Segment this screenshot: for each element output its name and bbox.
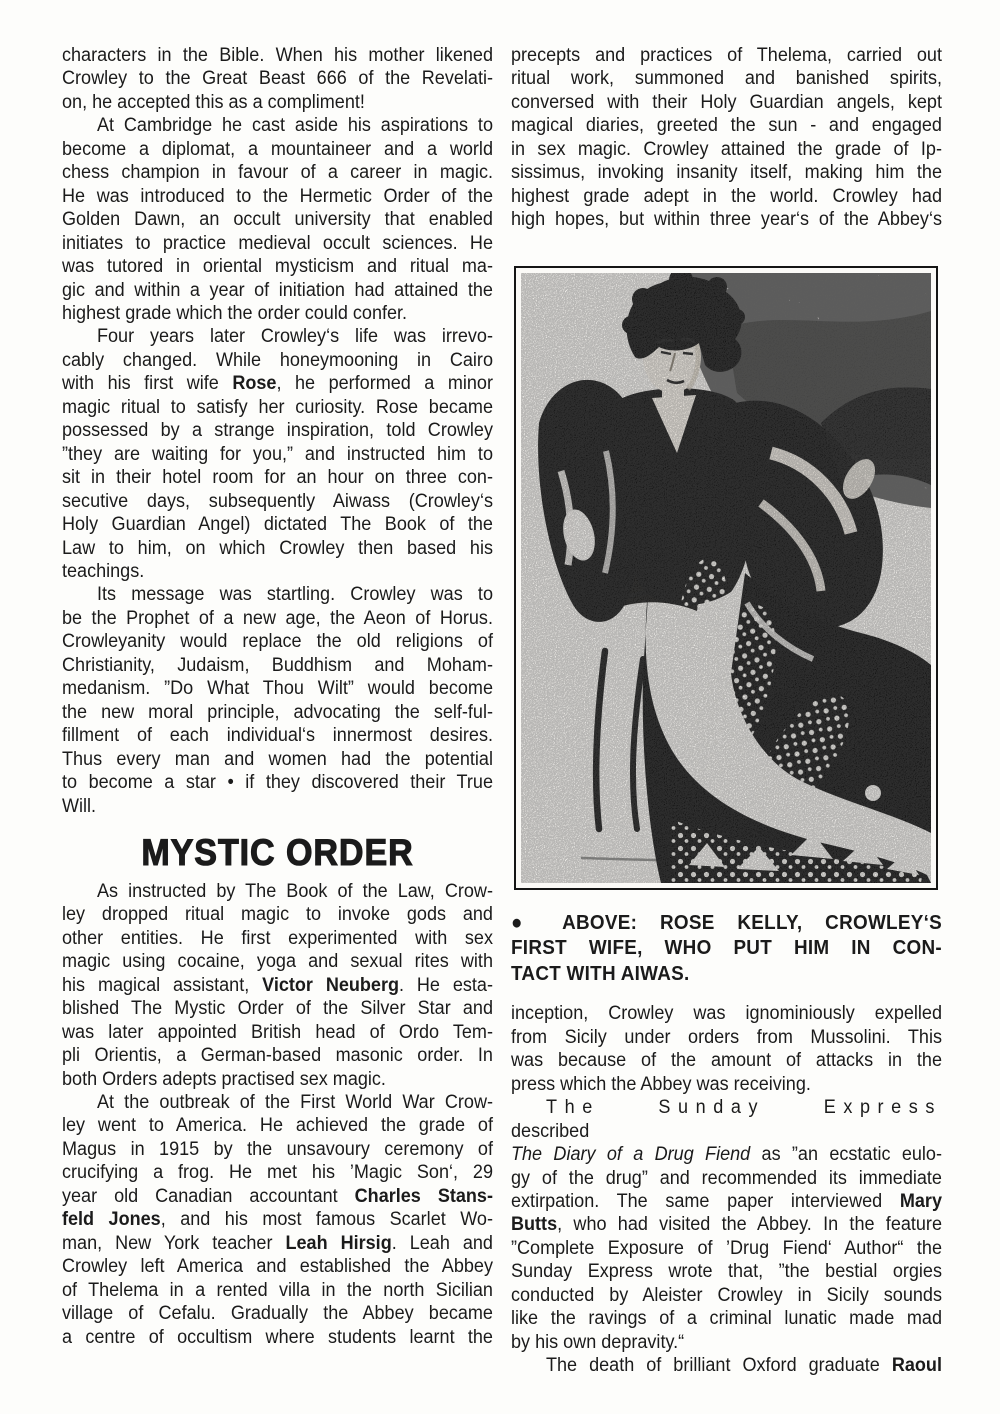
text-line: Its message was startling. Crowley was to [96, 583, 493, 606]
right-column [511, 44, 942, 1378]
paragraph [62, 44, 493, 114]
text-line: become a diplomat, a mountaineer and a world [62, 137, 493, 160]
text-line: The death of brilliant Oxford graduate Raoul [545, 1354, 942, 1377]
text-line: At the outbreak of the First World War Crow- [96, 1091, 493, 1114]
text-line: characters in the Bible. When his mother likened [62, 44, 493, 66]
text-line: Crowleyanity would replace the old religions of [62, 630, 493, 653]
text-line: ritual work, summoned and banished spirits, [511, 67, 942, 90]
text-line: of Thelema in a rented villa in the north Sicilian [62, 1278, 493, 1301]
text-line: on, he accepted this as a compliment! [62, 90, 365, 113]
text-line: ”Complete Exposure of ’Drug Fiend‘ Author“ the [511, 1236, 942, 1259]
text-line: village of Cefalu. Gradually the Abbey became [62, 1302, 493, 1325]
text-line: highest grade which the order could confer. [62, 301, 408, 324]
paragraph [62, 583, 493, 818]
text-line: Holy Guardian Angel) dictated The Book of the [62, 513, 493, 536]
paragraph [62, 1091, 493, 1349]
text-line: FIRST WIFE, WHO PUT HIM IN CON- [511, 936, 942, 960]
right-column-top-text [511, 44, 942, 232]
photo-caption [511, 910, 942, 987]
left-column-text [62, 44, 493, 1349]
text-line: high hopes, but within three year‘s of the Abbey‘s [511, 208, 942, 231]
text-line: his magical assistant, Victor Neuberg. He esta- [62, 973, 493, 996]
text-line: sit in their hotel room for an hour on three con- [62, 466, 493, 489]
text-line: crucifying a frog. He met his ’Magic Son‘, 29 [62, 1161, 493, 1184]
text-line: conducted by Aleister Crowley in Sicily sounds [511, 1283, 942, 1306]
text-line: press which the Abbey was receiving. [511, 1072, 811, 1095]
text-line: Magus in 1915 by the unsavoury ceremony of [62, 1137, 493, 1160]
text-line: possessed by a strange inspiration, told Crowley [62, 419, 493, 442]
mystic-order-heading: MYSTIC ORDER [141, 831, 414, 873]
text-line: Golden Dawn, an occult university that enabled [62, 208, 493, 231]
text-line: magic using cocaine, yoga and sexual rites with [62, 950, 493, 973]
text-line: was later appointed British head of Ordo Tem- [62, 1020, 493, 1043]
text-line: Butts, who had visited the Abbey. In the feature [511, 1213, 942, 1236]
text-line: blished The Mystic Order of the Silver Star and [62, 997, 493, 1020]
text-line: a centre of occultism where students learnt the [62, 1325, 493, 1348]
text-line: Sunday Express wrote that, ”the bestial orgies [511, 1260, 942, 1283]
text-line: highest grade adept in the world. Crowley had [511, 184, 942, 207]
text-line: year old Canadian accountant Charles Stans- [62, 1184, 493, 1207]
text-line: inception, Crowley was ignominiously expelled [511, 1002, 942, 1025]
text-line: initiates to practice medieval occult sciences. He [62, 231, 493, 254]
text-line: by his own depravity.“ [511, 1330, 685, 1353]
text-line: secutive days, subsequently Aiwass (Crowley‘s [62, 489, 493, 512]
right-column-bottom-text [511, 1002, 942, 1377]
text-line: man, New York teacher Leah Hirsig. Leah and [62, 1231, 493, 1254]
text-line: ley dropped ritual magic to invoke gods and [62, 903, 493, 926]
paragraph [511, 44, 942, 232]
text-line: Four years later Crowley‘s life was irrevo- [96, 325, 493, 348]
paragraph [511, 1354, 942, 1377]
text-line: medanism. ”Do What Thou Wilt” would become [62, 677, 493, 700]
text-line: precepts and practices of Thelema, carried out [511, 44, 942, 66]
text-line: was tutored in oriental mysticism and ritual ma- [62, 255, 493, 278]
text-line: from Sicily under orders from Mussolini. This [511, 1025, 942, 1048]
text-line: The Diary of a Drug Fiend as ”an ecstatic eulo- [511, 1143, 942, 1166]
paragraph [62, 325, 493, 583]
text-line: He was introduced to the Hermetic Order of the [62, 184, 493, 207]
text-line: feld Jones, and his most famous Scarlet Wo- [62, 1208, 493, 1231]
text-line: teachings. [62, 559, 145, 582]
text-line: Crowley to the Great Beast 666 of the Revelati- [62, 67, 493, 90]
text-line: sissimus, invoking insanity itself, making him the [511, 161, 942, 184]
text-line: pli Orientis, a German-based masonic order. In [62, 1044, 493, 1067]
text-line: was because of the amount of attacks in the [511, 1049, 942, 1072]
paragraph [62, 880, 493, 1091]
text-line: magical diaries, greeted the sun - and engaged [511, 114, 942, 137]
text-line: The Sunday Express described [511, 1096, 942, 1142]
text-line: the new moral principle, advocating the self-ful- [62, 700, 493, 723]
photo-frame [514, 266, 938, 890]
text-line: gy of the drug” and recommended its immediate [511, 1166, 942, 1189]
text-line: be the Prophet of a new age, the Aeon of Horus. [62, 606, 493, 629]
text-line: TACT WITH AIWAS. [511, 961, 690, 985]
text-line: with his first wife Rose, he performed a minor [62, 372, 493, 395]
text-line: Thus every man and women had the potential [62, 747, 493, 770]
text-line: like the ravings of a criminal lunatic made mad [511, 1307, 942, 1330]
paragraph [511, 1096, 942, 1354]
rose-kelly-photo [521, 273, 931, 883]
text-line: conversed with their Holy Guardian angels, kept [511, 90, 942, 113]
text-line: Will. [62, 794, 97, 817]
text-line: At Cambridge he cast aside his aspirations to [96, 114, 493, 137]
text-line: Crowley left America and established the Abbey [62, 1255, 493, 1278]
text-line: gic and within a year of initiation had attained the [62, 278, 493, 301]
text-line: magic ritual to satisfy her curiosity. Rose became [62, 395, 493, 418]
text-line: Law to him, on which Crowley then based his [62, 536, 493, 559]
text-line: ● ABOVE: ROSE KELLY, CROWLEY‘S [511, 910, 942, 934]
text-line: other entities. He first experimented with sex [62, 926, 493, 949]
text-line: ley went to America. He achieved the grade of [62, 1114, 493, 1137]
text-line: in sex magic. Crowley attained the grade of Ip- [511, 137, 942, 160]
text-line: extirpation. The same paper interviewed Mary [511, 1190, 942, 1213]
paragraph [511, 1002, 942, 1096]
text-line: to become a star • if they discovered their True [62, 771, 493, 794]
text-line: Christianity, Judaism, Buddhism and Moham- [62, 653, 493, 676]
text-line: both Orders adepts practised sex magic. [62, 1067, 386, 1090]
text-line: As instructed by The Book of the Law, Crow- [96, 879, 493, 902]
text-line: chess champion in favour of a career in magic. [62, 161, 493, 184]
paragraph [62, 114, 493, 325]
text-line: ”they are waiting for you,” and instructed him to [62, 442, 493, 465]
text-line: fillment of each individual‘s innermost desires. [62, 724, 493, 747]
text-line: cably changed. While honeymooning in Cairo [62, 348, 493, 371]
paragraph [511, 910, 942, 987]
left-column [62, 44, 493, 1349]
